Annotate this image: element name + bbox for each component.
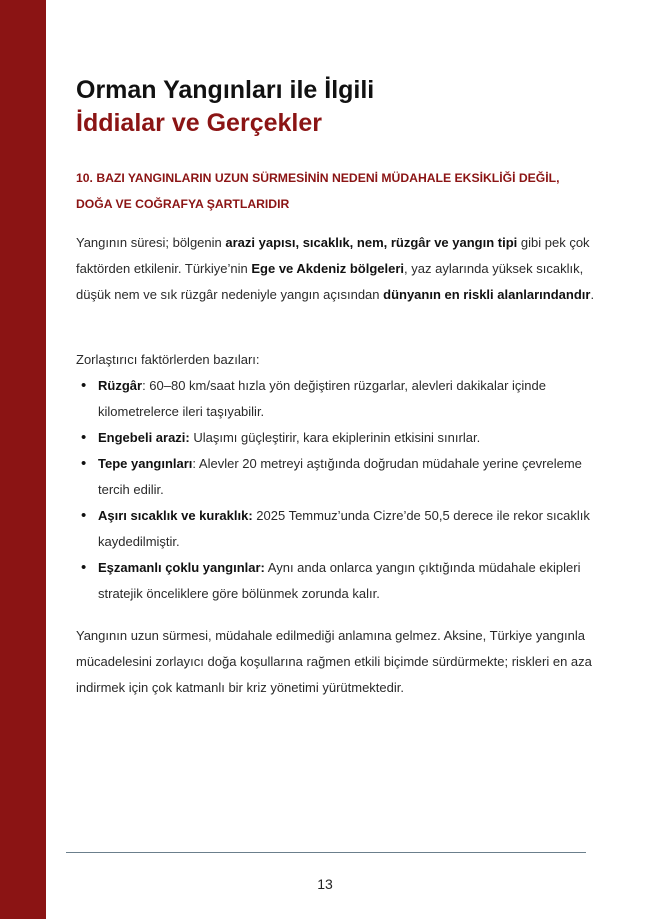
side-accent-bar — [0, 0, 46, 919]
page-title-line-2: İddialar ve Gerçekler — [76, 109, 322, 137]
bullet-icon: • — [81, 559, 87, 576]
list-item — [76, 425, 598, 451]
paragraph-text: , yaz aylarında yüksek sıcaklık, düşük nem ve sık rüzgâr nedeniyle yangın açısından — [76, 261, 584, 302]
paragraph-text: Yangının süresi; bölgenin — [76, 235, 226, 250]
factor-term: Tepe yangınları — [98, 456, 193, 471]
factor-text: : 60–80 km/saat hızla yön değiştiren rüzgarlar, alevleri dakikalar içinde kilometrelerce ileri taşıyabilir. — [98, 378, 546, 419]
paragraph-conclusion: Yangının uzun sürmesi, müdahale edilmediği anlamına gelmez. Aksine, Türkiye yangınla mücadelesini zorlayıcı doğa koşullarına rağmen etkili biçimde sürdürmekte; riskleri en aza indirmek için çok katmanlı bir kriz yönetimi yürütmektedir. — [76, 628, 592, 695]
list-item — [76, 373, 598, 425]
list-item — [76, 451, 598, 503]
page-number: 13 — [317, 876, 333, 892]
bullet-icon: • — [81, 429, 87, 446]
factor-text: Ulaşımı güçleştirir, kara ekiplerinin etkisini sınırlar. — [189, 430, 481, 445]
footer-divider — [66, 852, 586, 853]
list-item — [76, 503, 598, 555]
paragraph-text: . — [590, 287, 595, 302]
factor-term: Eşzamanlı çoklu yangınlar: — [98, 560, 265, 575]
page-title — [76, 74, 374, 140]
factor-text: Aynı anda onlarca yangın çıktığında müdahale ekipleri stratejik önceliklere göre bölünmek zorunda kalır. — [98, 560, 581, 601]
factors-intro: Zorlaştırıcı faktörlerden bazıları: — [76, 352, 260, 367]
bullet-icon: • — [81, 455, 87, 472]
factor-term: Engebeli arazi: — [98, 430, 190, 445]
page-title-line-1: Orman Yangınları ile İlgili — [76, 76, 375, 104]
paragraph-bold-text: arazi yapısı, sıcaklık, nem, rüzgâr ve yangın tipi — [225, 235, 518, 250]
paragraph-bold-text: dünyanın en riskli alanlarındandır — [383, 287, 591, 302]
bullet-icon: • — [81, 507, 87, 524]
list-item — [76, 555, 598, 607]
bullet-icon: • — [81, 377, 87, 394]
paragraph-bold-text: Ege ve Akdeniz bölgeleri — [251, 261, 405, 276]
factor-term: Rüzgâr — [98, 378, 143, 393]
factor-text: 2025 Temmuz’unda Cizre’de 50,5 derece ile rekor sıcaklık kaydedilmiştir. — [98, 508, 590, 549]
factor-list — [76, 373, 598, 607]
paragraph-duration-factors — [76, 230, 598, 308]
factor-text: : Alevler 20 metreyi aştığında doğrudan müdahale yerine çevreleme tercih edilir. — [98, 456, 582, 497]
factor-term: Aşırı sıcaklık ve kuraklık: — [98, 508, 253, 523]
paragraph-text: gibi pek çok faktörden etkilenir. Türkiye’nin — [76, 235, 590, 276]
section-heading: 10. BAZI YANGINLARIN UZUN SÜRMESİNİN NEDENİ MÜDAHALE EKSİKLİĞİ DEĞİL, DOĞA VE COĞRAFYA ŞARTLARIDIR — [76, 171, 560, 211]
